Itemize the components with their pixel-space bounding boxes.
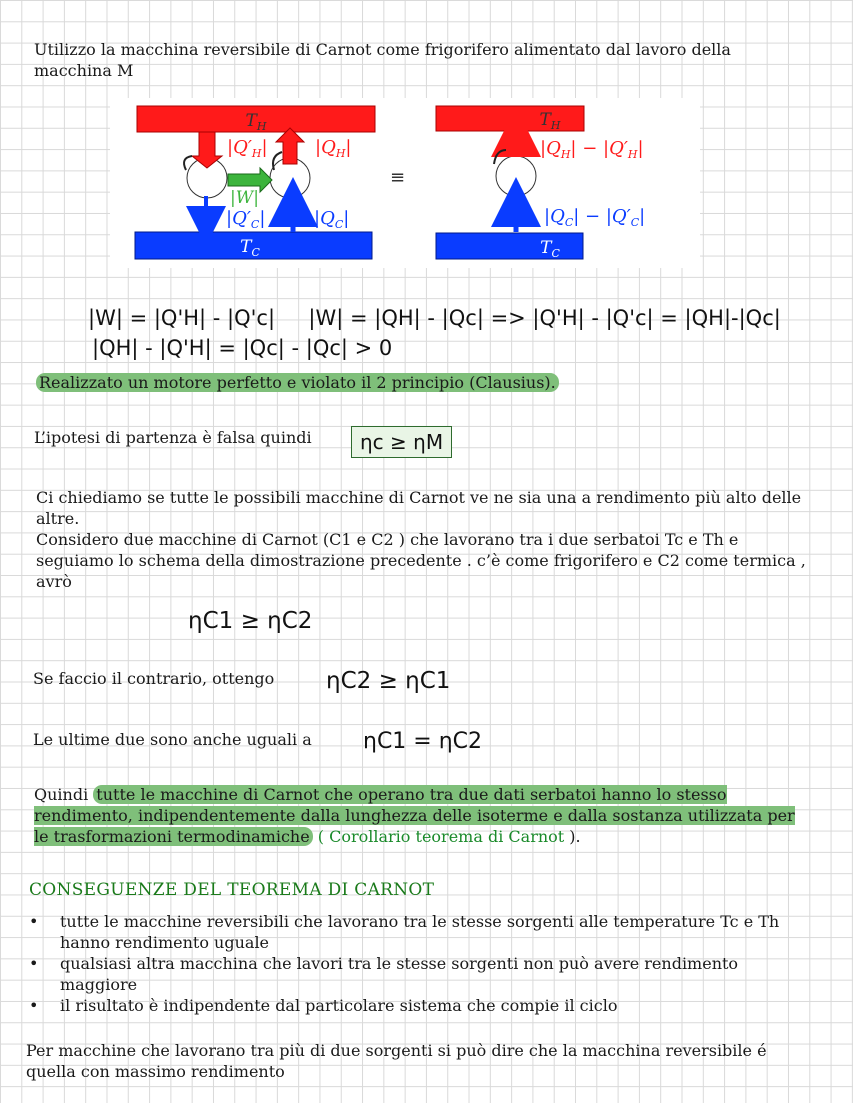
th-label-right: $T_H$ — [539, 110, 561, 132]
list-item: • tutte le macchine reversibili che lavorano tra le stesse sorgenti alle temperature Tc e Th hanno rendimento uguale — [29, 911, 814, 953]
final-paragraph: Per macchine che lavorano tra più di due sorgenti si può dire che la macchina reversibile é quella con massimo rendimento — [26, 1041, 767, 1081]
hypothesis-text: L’ipotesi di partenza è falsa quindi — [34, 428, 312, 447]
qh-prime-label: $|Q'_H|$ — [227, 137, 268, 160]
list-item: • qualsiasi altra macchina che lavori tra le stesse sorgenti non può avere rendimento maggiore — [29, 953, 814, 995]
equal-text: Le ultime due sono anche uguali a — [33, 730, 312, 749]
efficiency-c2-ge-c1: ηC2 ≥ ηC1 — [326, 668, 451, 694]
consider-paragraph: Considero due macchine di Carnot (C1 e C2 ) che lavorano tra i due serbatoi Tc e Th e seguiamo lo schema della dimostrazione precedente . c’è come frigorifero e C2 come termica , avrò — [36, 530, 806, 591]
th-label-left: $T_H$ — [245, 111, 267, 133]
contrary-text: Se faccio il contrario, ottengo — [33, 669, 275, 688]
qc-label: $|Q_C|$ — [314, 208, 350, 231]
question-paragraph: Ci chiediamo se tutte le possibili macchine di Carnot ve ne sia una a rendimento più alto delle altre. — [36, 488, 802, 528]
carnot-diagram — [110, 98, 700, 268]
cold-reservoir-right — [436, 233, 583, 259]
right-bottom-label: $|Q_C| - |Q'_C|$ — [544, 206, 646, 229]
qh-arrow — [276, 128, 304, 164]
intro-paragraph: Utilizzo la macchina reversibile di Carnot come frigorifero alimentato dal lavoro della macchina M — [34, 40, 731, 80]
list-item: • il risultato è indipendente dal particolare sistema che compie il ciclo — [29, 995, 814, 1016]
w-label: |W| — [230, 188, 259, 208]
tc-label-right: $T_C$ — [540, 238, 560, 260]
equiv-symbol: ≡ — [390, 167, 406, 188]
right-top-label: $|Q_H| - |Q'_H|$ — [540, 138, 644, 161]
hypothesis-formula: ηc ≥ ηM — [351, 426, 452, 458]
consequences-list — [29, 911, 814, 1016]
conclusion-paragraph — [34, 784, 814, 847]
conclusion-suffix: ). — [569, 827, 581, 846]
qc-prime-label: $|Q'_C|$ — [226, 208, 266, 231]
qh-label: $|Q_H|$ — [315, 137, 352, 160]
conclusion-highlight: tutte le macchine di Carnot che operano tra due dati serbatoi hanno lo stesso rendimento, indipendentemente dalla lunghezza delle isoterme e dalla sostanza utilizzata per le trasformazioni termodinamiche — [34, 785, 795, 846]
carnot-diagram-svg — [110, 98, 700, 268]
hot-reservoir-right — [436, 106, 584, 131]
equation-line-1: |W| = |Q'H| - |Q'c| |W| = |QH| - |Qc| => |Q'H| - |Q'c| = |QH|-|Qc| — [88, 306, 781, 330]
tc-label-left: $T_C$ — [240, 237, 260, 259]
efficiency-equal: ηC1 = ηC2 — [363, 729, 483, 754]
conclusion-prefix: Quindi — [34, 785, 94, 804]
efficiency-c1-ge-c2: ηC1 ≥ ηC2 — [188, 608, 313, 634]
section-heading: CONSEGUENZE DEL TEOREMA DI CARNOT — [29, 880, 435, 900]
corollary-note: ( Corollario teorema di Carnot — [312, 827, 570, 846]
clausius-statement: Realizzato un motore perfetto e violato il 2 principio (Clausius). — [36, 372, 559, 393]
engine-circle-right — [496, 156, 536, 196]
equation-line-2: |QH| - |Q'H| = |Qc| - |Qc| > 0 — [92, 336, 393, 360]
